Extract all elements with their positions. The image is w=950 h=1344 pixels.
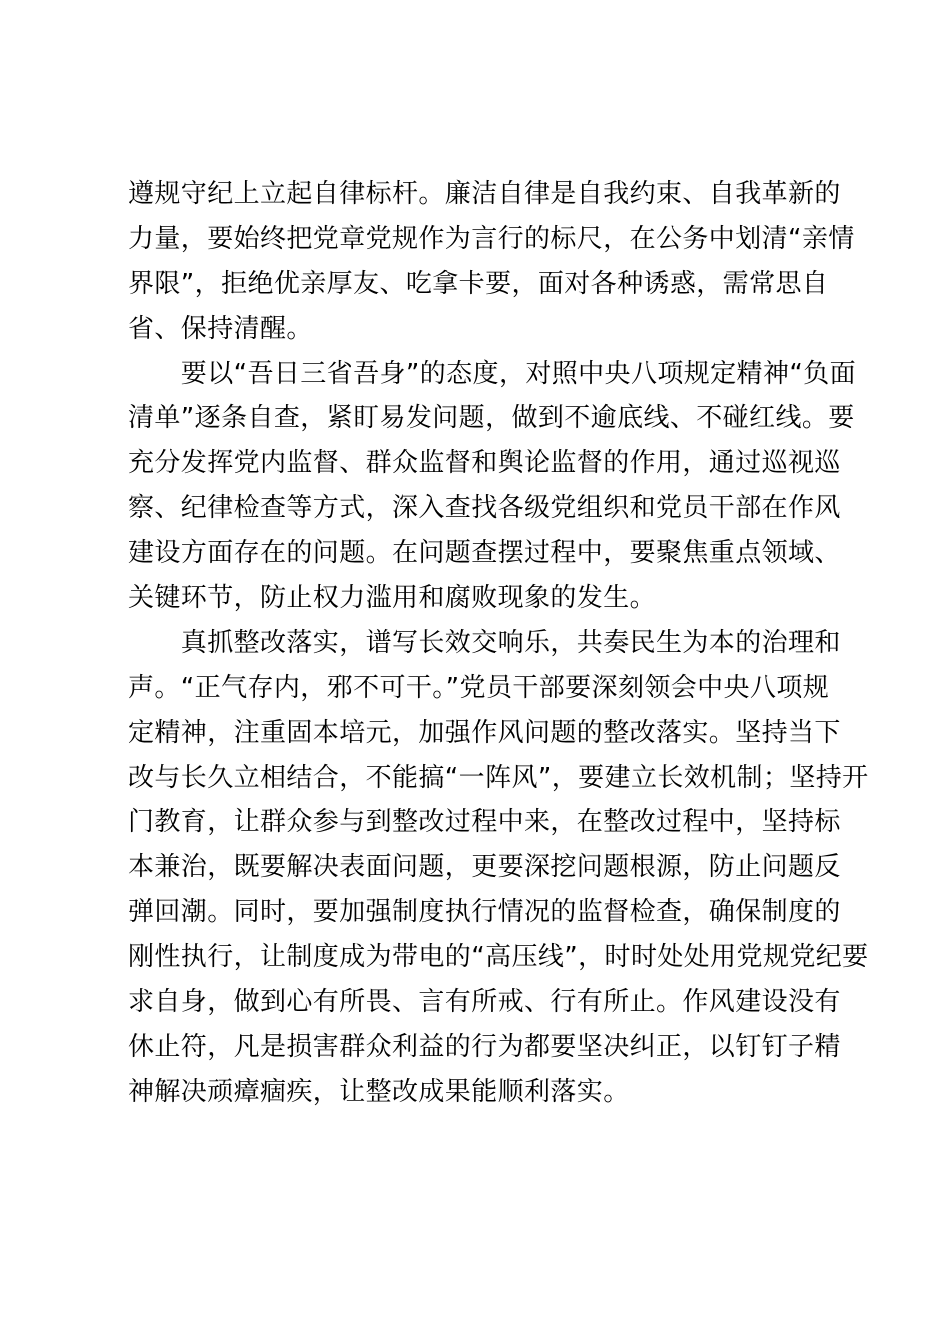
text-line: 改与长久立相结合，不能搞“一阵风”，要建立长效机制；坚持开 bbox=[128, 762, 869, 793]
text-line: 力量，要始终把党章党规作为言行的标尺，在公务中划清“亲情 bbox=[128, 223, 855, 254]
body-text bbox=[128, 172, 869, 1115]
text-line: 充分发挥党内监督、群众监督和舆论监督的作用，通过巡视巡 bbox=[128, 448, 841, 479]
text-line: 刚性执行，让制度成为带电的“高压线”，时时处处用党规党纪要 bbox=[128, 942, 869, 973]
text-line: 神解决顽瘴痼疾，让整改成果能顺利落实。 bbox=[128, 1076, 630, 1107]
text-line: 建设方面存在的问题。在问题查摆过程中，要聚焦重点领域、 bbox=[128, 538, 841, 569]
text-line: 声。“正气存内，邪不可干。”党员干部要深刻领会中央八项规 bbox=[128, 672, 830, 703]
text-line: 求自身，做到心有所畏、言有所戒、行有所止。作风建设没有 bbox=[128, 987, 841, 1018]
text-line: 定精神，注重固本培元，加强作风问题的整改落实。坚持当下 bbox=[128, 717, 841, 748]
text-line: 休止符，凡是损害群众利益的行为都要坚决纠正，以钉钉子精 bbox=[128, 1031, 841, 1062]
text-line: 省、保持清醒。 bbox=[128, 313, 313, 344]
text-line: 关键环节，防止权力滥用和腐败现象的发生。 bbox=[128, 583, 657, 614]
text-line: 遵规守纪上立起自律标杆。廉洁自律是自我约束、自我革新的 bbox=[128, 179, 841, 209]
text-line: 弹回潮。同时，要加强制度执行情况的监督检查，确保制度的 bbox=[128, 897, 841, 928]
text-line: 真抓整改落实，谱写长效交响乐，共奏民生为本的治理和 bbox=[128, 627, 841, 658]
text-line: 界限”，拒绝优亲厚友、吃拿卡要，面对各种诱惑，需常思自 bbox=[128, 268, 829, 299]
text-line: 本兼治，既要解决表面问题，更要深挖问题根源，防止问题反 bbox=[128, 852, 841, 883]
text-line: 清单”逐条自查，紧盯易发问题，做到不逾底线、不碰红线。要 bbox=[128, 403, 855, 434]
text-line: 门教育，让群众参与到整改过程中来，在整改过程中，坚持标 bbox=[128, 807, 841, 838]
text-line: 察、纪律检查等方式，深入查找各级党组织和党员干部在作风 bbox=[128, 493, 841, 524]
text-line: 要以“吾日三省吾身”的态度，对照中央八项规定精神“负面 bbox=[128, 358, 857, 389]
